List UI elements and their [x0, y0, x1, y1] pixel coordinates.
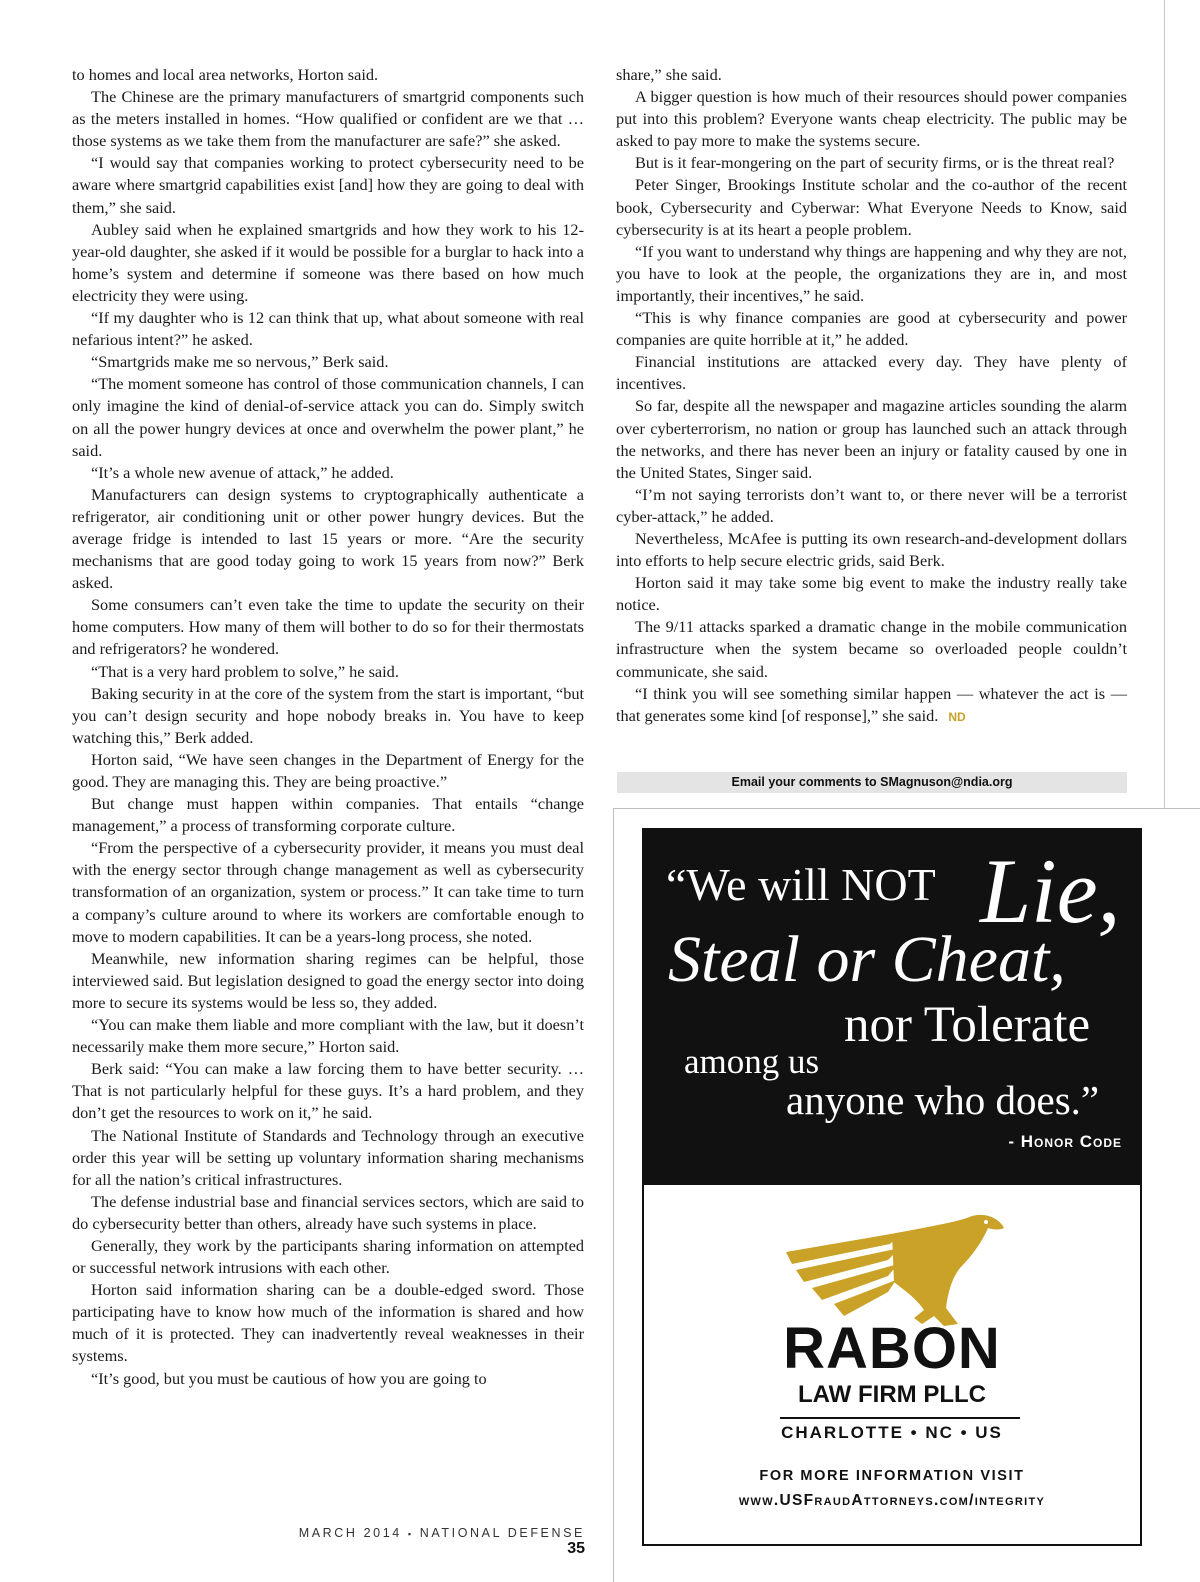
paragraph: Financial institutions are attacked every day. They have plenty of incentives. — [616, 352, 1127, 394]
paragraph: “It’s a whole new avenue of attack,” he added. — [91, 462, 394, 482]
honor-code-panel — [644, 830, 1140, 1185]
quote-line-1: “We will NOT — [666, 859, 936, 910]
article-column-right — [616, 64, 1127, 728]
paragraph: The defense industrial base and financial services sectors, which are said to do cybersecurity better than others, already have such systems in place. — [72, 1191, 584, 1233]
paragraph: But is it fear-mongering on the part of security firms, or is the threat real? — [635, 153, 1115, 173]
advertisement[interactable] — [642, 828, 1142, 1546]
info-label: FOR MORE INFORMATION VISIT — [759, 1468, 1025, 1484]
paragraph-text: “I think you will see something similar happen — whatever the act is — that generates some kind [of response],” she said. — [616, 683, 1127, 725]
email-address-link[interactable]: SMagnuson@ndia.org — [880, 775, 1013, 789]
page-edge-rule — [1164, 0, 1165, 808]
paragraph: But change must happen within companies. That entails “change management,” a process of transforming corporate culture. — [72, 794, 584, 836]
paragraph: “That is a very hard problem to solve,” he said. — [91, 661, 399, 681]
quote-line-3: nor Tolerate — [844, 997, 1091, 1053]
ad-divider — [780, 1417, 1020, 1419]
footer-issue: MARCH 2014 — [298, 1526, 402, 1540]
quote-line-5: anyone who does.” — [786, 1077, 1100, 1123]
paragraph: Generally, they work by the participants sharing information on attempted or successful network intrusions with each other. — [72, 1235, 584, 1278]
paragraph: “If my daughter who is 12 can think that up, what about someone with real nefarious intent?” he asked. — [72, 308, 584, 350]
paragraph: Nevertheless, McAfee is putting its own research-and-development dollars into efforts to help secure electric grids, said Berk. — [616, 528, 1127, 571]
page-footer — [285, 1526, 585, 1558]
firm-location: CHARLOTTE • NC • US — [781, 1423, 1003, 1442]
quote-line-2: Steal or Cheat, — [668, 923, 1066, 996]
paragraph: Peter Singer, Brookings Institute scholar and the co-author of the recent book, Cybersecurity and Cyberwar: What Everyone Needs to Know, said cybersecurity is at its heart a people problem. — [616, 175, 1127, 239]
firm-website-link[interactable]: www.USFraudAttorneys.com/integrity — [738, 1492, 1046, 1509]
paragraph: The 9/11 attacks sparked a dramatic change in the mobile communication infrastructure when the system became so overloaded people couldn’t communicate, she said. — [616, 617, 1127, 681]
quote-line-4: among us — [684, 1042, 820, 1081]
paragraph: Meanwhile, new information sharing regimes can be helpful, those interviewed said. But legislation designed to goad the energy sector into doing more to secure its systems would be less so, they added. — [72, 948, 584, 1012]
paragraph: Berk said: “You can make a law forcing them to have better security. … That is not particularly helpful for these guys. It’s a hard problem, and they don’t get the resources to work on it,” he said. — [72, 1059, 584, 1123]
paragraph: Horton said information sharing can be a double-edged sword. Those participating have to know how much of the information is shared and how much of it is protected. They can inadvertently reveal weaknesses in their systems. — [72, 1280, 584, 1366]
paragraph: share,” she said. — [616, 65, 722, 84]
paragraph: “You can make them liable and more compliant with the law, but it doesn’t necessarily make them more secure,” Horton said. — [72, 1015, 584, 1057]
paragraph: “I would say that companies working to protect cybersecurity need to be aware where smartgrid capabilities exist [and] how they are going to deal with them,” she said. — [72, 153, 584, 217]
paragraph: “If you want to understand why things are happening and why they are not, you have to look at the people, the organizations they are in, and most importantly, their incentives,” he said. — [616, 241, 1127, 305]
quote-attribution: - Honor Code — [1008, 1132, 1122, 1151]
paragraph: “This is why finance companies are good at cybersecurity and power companies are quite horrible at it,” he added. — [616, 308, 1127, 350]
paragraph: to homes and local area networks, Horton said. — [72, 65, 379, 84]
paragraph: “From the perspective of a cybersecurity provider, it means you must deal with the energy sector through change management as well as cybersecurity transformation of an organization, system or process.” It can take time to turn a company’s culture around to where its workers are comfortable enough to move to modern capabilities. It can be a years-long process, she noted. — [72, 838, 584, 946]
page-number: 35 — [567, 1540, 585, 1557]
article-column-left — [72, 64, 584, 1390]
paragraph: Horton said it may take some big event to make the industry really take notice. — [616, 573, 1127, 615]
paragraph: Aubley said when he explained smartgrids and how they work to his 12-year-old daughter, she asked if it would be possible for a burglar to hack into a home’s system and determine if someone was there based on how much electricity they were using. — [72, 219, 584, 305]
paragraph: “I’m not saying terrorists don’t want to, or there never will be a terrorist cyber-attack,” he added. — [616, 484, 1127, 526]
paragraph: Some consumers can’t even take the time to update the security on their home computers. How many of them will bother to do so for their thermostats and refrigerators? he wondered. — [72, 595, 584, 659]
paragraph: Baking security in at the core of the system from the start is important, “but you can’t design security and hope nobody breaks in. You have to keep watching this,” Berk added. — [72, 683, 584, 747]
paragraph: “It’s good, but you must be cautious of how you are going to — [91, 1368, 487, 1388]
footer-separator: ▪ — [407, 1529, 414, 1539]
firm-type: LAW FIRM PLLC — [798, 1381, 986, 1408]
email-prefix: Email your comments to — [731, 775, 881, 789]
email-comments-bar — [617, 772, 1127, 793]
paragraph: So far, despite all the newspaper and magazine articles sounding the alarm over cyberterrorism, no nation or group has launched such an attack through the networks, and there has never been an injury or fatality caused by one in the United States, Singer said. — [616, 396, 1127, 482]
paragraph — [616, 683, 1127, 728]
paragraph: The Chinese are the primary manufacturers of smartgrid components such as the meters installed in homes. “How qualified or confident are we that … those systems as we take them from the manufacturer are safe?” she asked. — [72, 87, 584, 151]
quote-lie: Lie, — [980, 840, 1121, 942]
firm-name: RABON — [783, 1316, 1001, 1381]
paragraph: “Smartgrids make me so nervous,” Berk said. — [91, 352, 389, 372]
paragraph: A bigger question is how much of their resources should power companies put into this problem? Everyone wants cheap electricity. The public may be asked to pay more to make the systems secure. — [616, 87, 1127, 151]
paragraph: “The moment someone has control of those communication channels, I can only imagine the kind of denial-of-service attack you can do. Simply switch on all the power hungry devices at once and overwhelm the power plant,” he said. — [72, 374, 584, 460]
footer-publication: NATIONAL DEFENSE — [419, 1526, 585, 1540]
paragraph: Manufacturers can design systems to cryptographically authenticate a refrigerator, air conditioning unit or other power hungry devices. But the average fridge is intended to last 15 years or more. “Are the security mechanisms that are good today going to work 15 years from now?” Berk asked. — [72, 484, 584, 593]
end-mark: ND — [948, 709, 966, 724]
paragraph: The National Institute of Standards and Technology through an executive order this year will be setting up voluntary information sharing mechanisms for all the nation’s critical infrastructures. — [72, 1125, 584, 1189]
paragraph: Horton said, “We have seen changes in the Department of Energy for the good. They are managing this. They are being proactive.” — [72, 749, 584, 791]
